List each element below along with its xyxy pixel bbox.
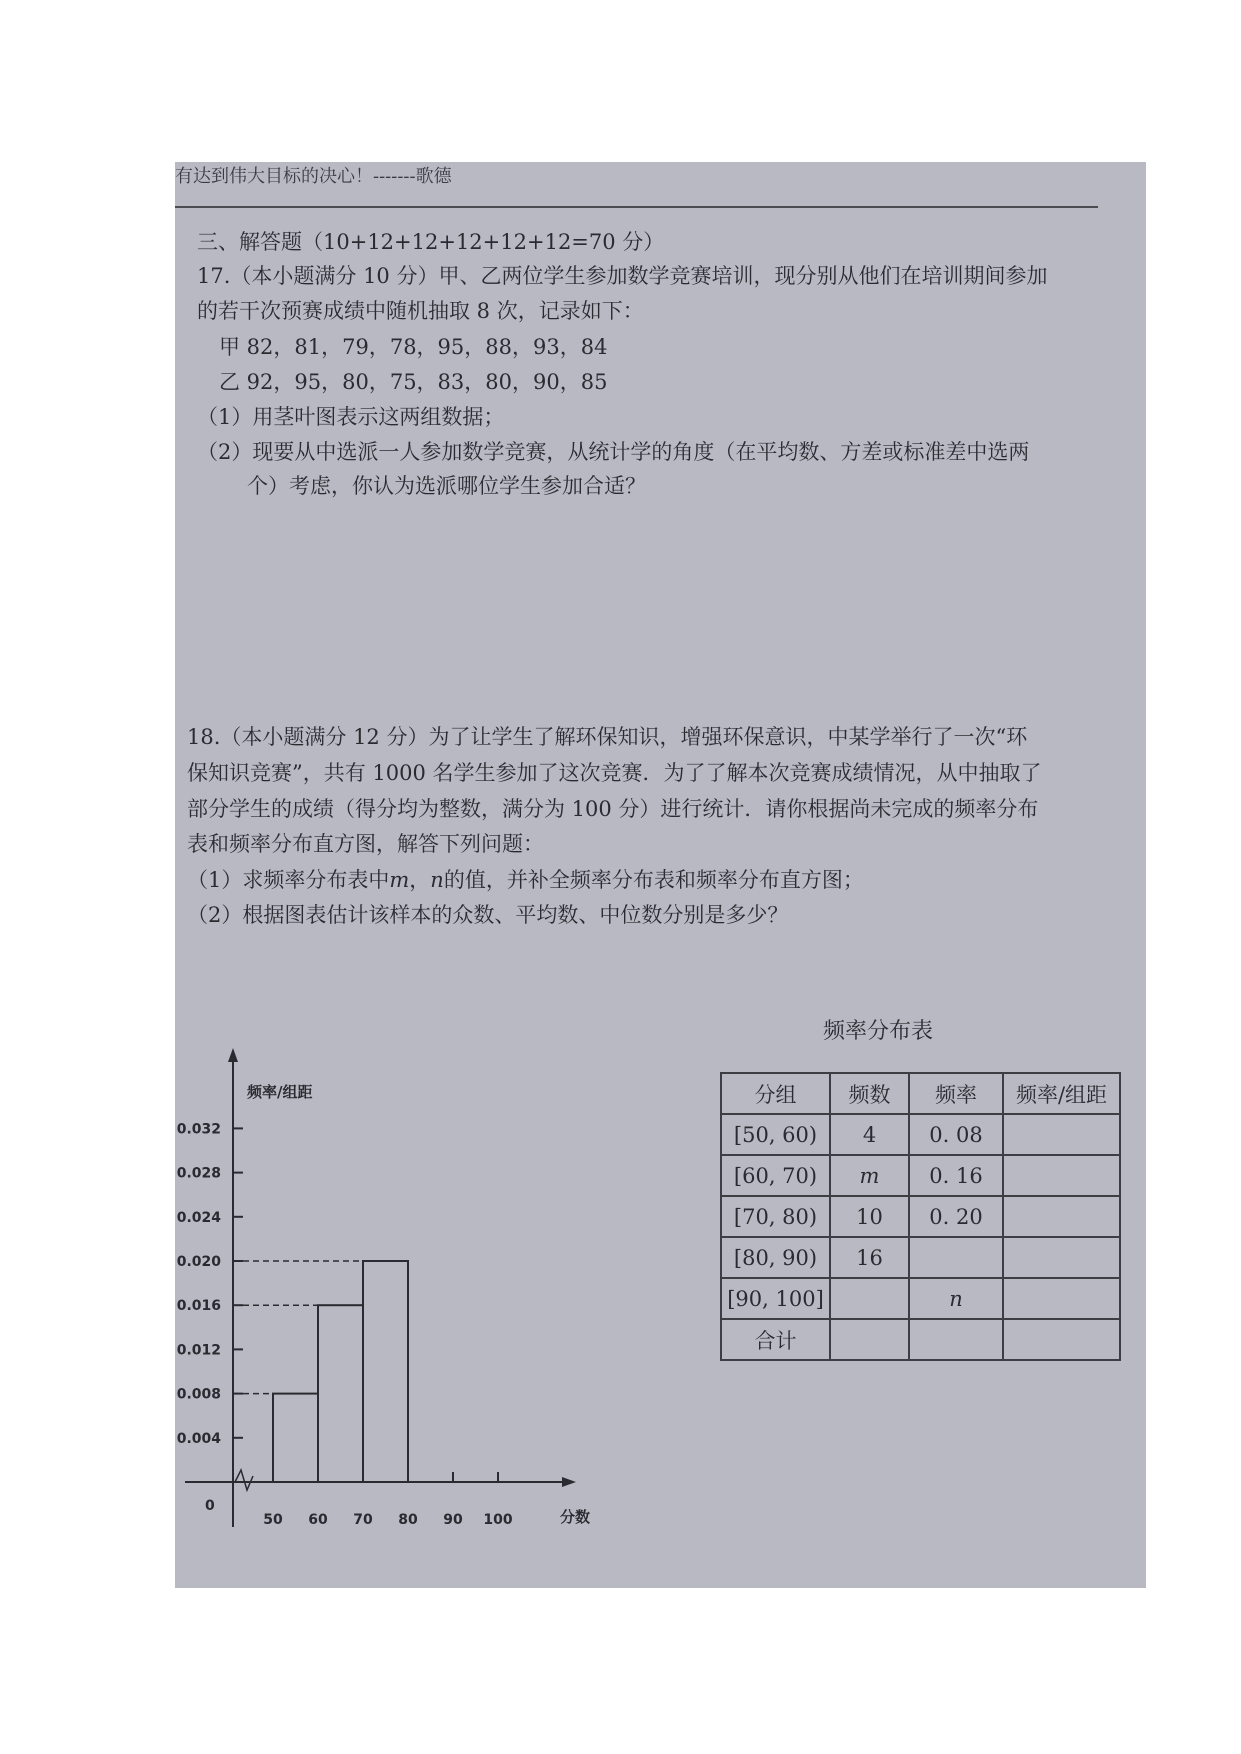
y-tick-label: 0.004 xyxy=(176,1430,221,1447)
x-tick-label: 60 xyxy=(308,1512,328,1528)
q18-line4: 表和频率分布直方图，解答下列问题： xyxy=(187,832,544,856)
table-header-cell: 频数 xyxy=(830,1073,909,1114)
q18-var-n: n xyxy=(430,868,444,892)
q18-line1: 18.（本小题满分 12 分）为了让学生了解环保知识，增强环保意识，中某学举行了一次“环 xyxy=(187,725,1028,749)
table-cell: [70, 80) xyxy=(721,1196,830,1237)
q18-part1-text-b: ， xyxy=(409,868,431,892)
q18-part1 xyxy=(187,870,864,891)
table-cell: 10 xyxy=(830,1196,909,1237)
histogram-bar xyxy=(318,1305,363,1482)
table-row xyxy=(721,1155,1120,1196)
section-title: 三、解答题（10+12+12+12+12+12=70 分） xyxy=(197,230,665,254)
x-tick-label: 90 xyxy=(443,1512,463,1528)
header-motto: 有达到伟大目标的决心！-------歌德 xyxy=(175,166,452,187)
table-cell: 16 xyxy=(830,1237,909,1278)
q17-yi-scores: 乙 92，95，80，75，83，80，90，85 xyxy=(219,370,608,394)
q17-part2-line1: （2）现要从中选派一人参加数学竞赛，从统计学的角度（在平均数、方差或标准差中选两 xyxy=(197,440,1030,464)
y-tick-label: 0.024 xyxy=(176,1209,221,1226)
origin-label: 0 xyxy=(205,1498,215,1514)
axis-break-mark xyxy=(235,1470,253,1490)
y-tick-label: 0.012 xyxy=(176,1342,221,1359)
table-cell: [50, 60) xyxy=(721,1114,830,1155)
y-axis-label: 频率/组距 xyxy=(247,1083,313,1101)
table-row xyxy=(721,1196,1120,1237)
frequency-histogram xyxy=(175,997,615,1537)
y-tick-label: 0.032 xyxy=(176,1121,221,1138)
table-cell: 0. 20 xyxy=(909,1196,1003,1237)
q18-line2: 保知识竞赛”，共有 1000 名学生参加了这次竞赛．为了了解本次竞赛成绩情况，从中抽取了 xyxy=(187,761,1042,785)
table-cell: 合计 xyxy=(721,1319,830,1360)
table-cell xyxy=(909,1319,1003,1360)
table-cell xyxy=(830,1319,909,1360)
header-rule xyxy=(175,206,1098,208)
table-cell xyxy=(1003,1196,1120,1237)
x-axis-label: 分数 xyxy=(560,1508,591,1526)
q18-part1-text-c: 的值，并补全频率分布表和频率分布直方图； xyxy=(443,868,864,892)
table-cell: 0. 16 xyxy=(909,1155,1003,1196)
table-row xyxy=(721,1237,1120,1278)
table-cell xyxy=(1003,1114,1120,1155)
y-axis-arrow xyxy=(228,1048,238,1062)
histogram-bar xyxy=(363,1261,408,1482)
table-title: 频率分布表 xyxy=(823,1019,934,1044)
x-tick-label: 100 xyxy=(483,1512,513,1528)
table-row xyxy=(721,1319,1120,1360)
table-cell: [60, 70) xyxy=(721,1155,830,1196)
table-cell: 4 xyxy=(830,1114,909,1155)
histogram-bar xyxy=(273,1394,318,1482)
table-cell: [80, 90) xyxy=(721,1237,830,1278)
x-tick-label: 70 xyxy=(353,1512,373,1528)
q17-part2-line2: 个）考虑，你认为选派哪位学生参加合适？ xyxy=(247,474,646,498)
table-cell: n xyxy=(909,1278,1003,1319)
x-tick-label: 50 xyxy=(263,1512,283,1528)
table-cell xyxy=(1003,1155,1120,1196)
table-header-row xyxy=(721,1073,1120,1114)
y-tick-label: 0.008 xyxy=(176,1386,221,1403)
q17-jia-scores: 甲 82，81，79，78，95，88，93，84 xyxy=(219,335,608,359)
y-tick-label: 0.028 xyxy=(176,1165,221,1182)
table-cell: [90, 100] xyxy=(721,1278,830,1319)
y-tick-label: 0.016 xyxy=(176,1298,221,1315)
q17-line1: 17.（本小题满分 10 分）甲、乙两位学生参加数学竞赛培训，现分别从他们在培训期间参加 xyxy=(197,264,1048,288)
table-cell xyxy=(830,1278,909,1319)
table-cell: m xyxy=(830,1155,909,1196)
table-row xyxy=(721,1278,1120,1319)
table-header-cell: 频率 xyxy=(909,1073,1003,1114)
table-cell xyxy=(1003,1319,1120,1360)
frequency-table xyxy=(720,1072,1121,1361)
table-cell xyxy=(1003,1278,1120,1319)
q18-part1-text-a: （1）求频率分布表中 xyxy=(187,868,390,892)
x-tick-label: 80 xyxy=(398,1512,418,1528)
q17-line2: 的若干次预赛成绩中随机抽取 8 次，记录如下： xyxy=(197,299,644,323)
table-cell xyxy=(909,1237,1003,1278)
x-axis-arrow xyxy=(562,1477,576,1487)
q18-var-m: m xyxy=(389,868,410,892)
q18-line3: 部分学生的成绩（得分均为整数，满分为 100 分）进行统计．请你根据尚未完成的频率分布 xyxy=(187,797,1039,821)
table-header-cell: 频率/组距 xyxy=(1003,1073,1120,1114)
q17-part1: （1）用茎叶图表示这两组数据； xyxy=(197,405,505,429)
table-header-cell: 分组 xyxy=(721,1073,830,1114)
exam-paper xyxy=(175,162,1146,1588)
y-tick-label: 0.020 xyxy=(176,1254,221,1270)
table-cell: 0. 08 xyxy=(909,1114,1003,1155)
table-row xyxy=(721,1114,1120,1155)
q18-part2: （2）根据图表估计该样本的众数、平均数、中位数分别是多少？ xyxy=(187,903,789,927)
table-cell xyxy=(1003,1237,1120,1278)
